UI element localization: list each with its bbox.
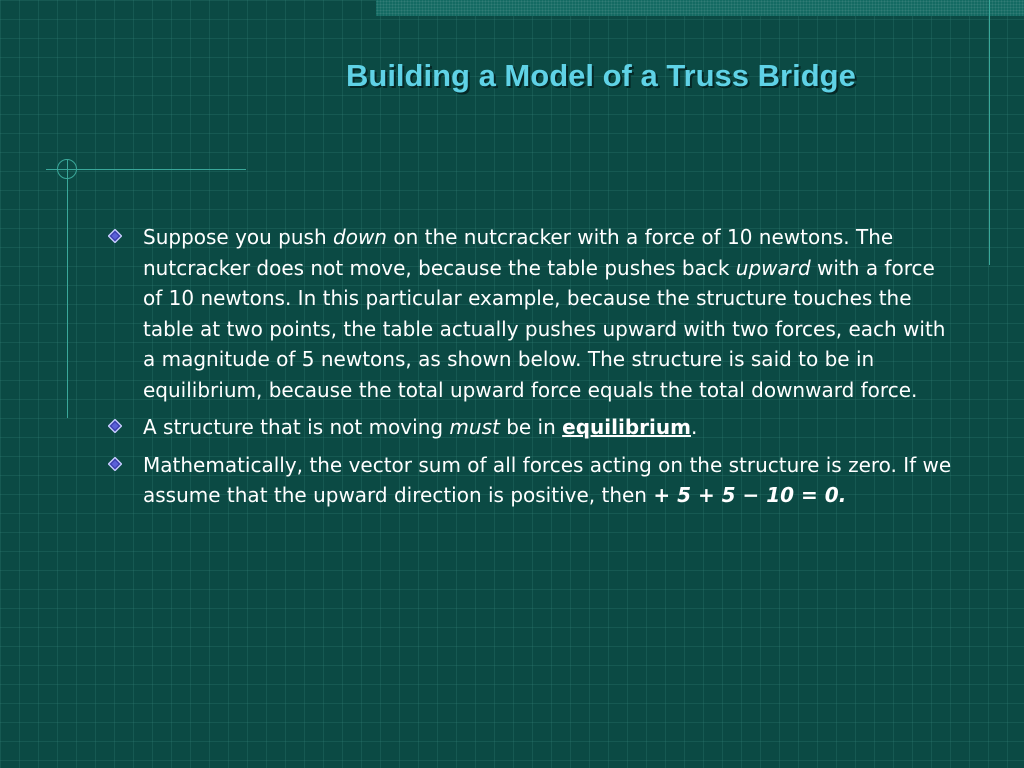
bullet-1-emphasis-upward: upward [735,255,811,280]
bullet-item-1 [108,222,958,405]
bullet-item-3 [108,450,958,511]
decorative-vertical-line-right [989,0,990,265]
diamond-bullet-icon [108,419,122,433]
bullet-list [108,222,958,518]
diamond-bullet-icon [108,229,122,243]
bullet-1-text-a: Suppose you push [143,225,334,249]
bullet-2-text-a: A structure that is not moving [143,415,450,439]
diamond-bullet-icon [108,457,122,471]
bullet-2-text-b: be in [499,415,563,439]
bullet-2-emphasis-must: must [449,415,500,439]
bullet-1-text-b: on the nutcracker with a force of 10 newtons. The nutcracker does not move, because the table pushes back [143,225,894,280]
bullet-1-text-c: with a force of 10 newtons. In this particular example, because the structure touches the table at two points, the table actually pushes upward with two forces, each with a magnitude of 5 newtons, as shown below. The structure is said to be in equilibrium, because the total upward force equals the total downward force. [143,255,946,402]
bullet-3-equation: + 5 + 5 − 10 = 0. [653,483,847,507]
bullet-1-emphasis-down: down [333,225,387,249]
bullet-2-text-c: . [690,415,698,439]
bullet-2-term-equilibrium: equilibrium [562,415,691,439]
bullet-item-2 [108,412,958,443]
bullet-3-text-a: Mathematically, the vector sum of all forces acting on the structure is zero. If we assume that the upward direction is positive, then [143,452,952,507]
slide-title: Building a Model of a Truss Bridge [346,58,856,93]
crosshair-circle-icon [57,159,77,179]
decorative-vertical-line-left [67,160,68,418]
top-texture-band [376,0,1024,16]
